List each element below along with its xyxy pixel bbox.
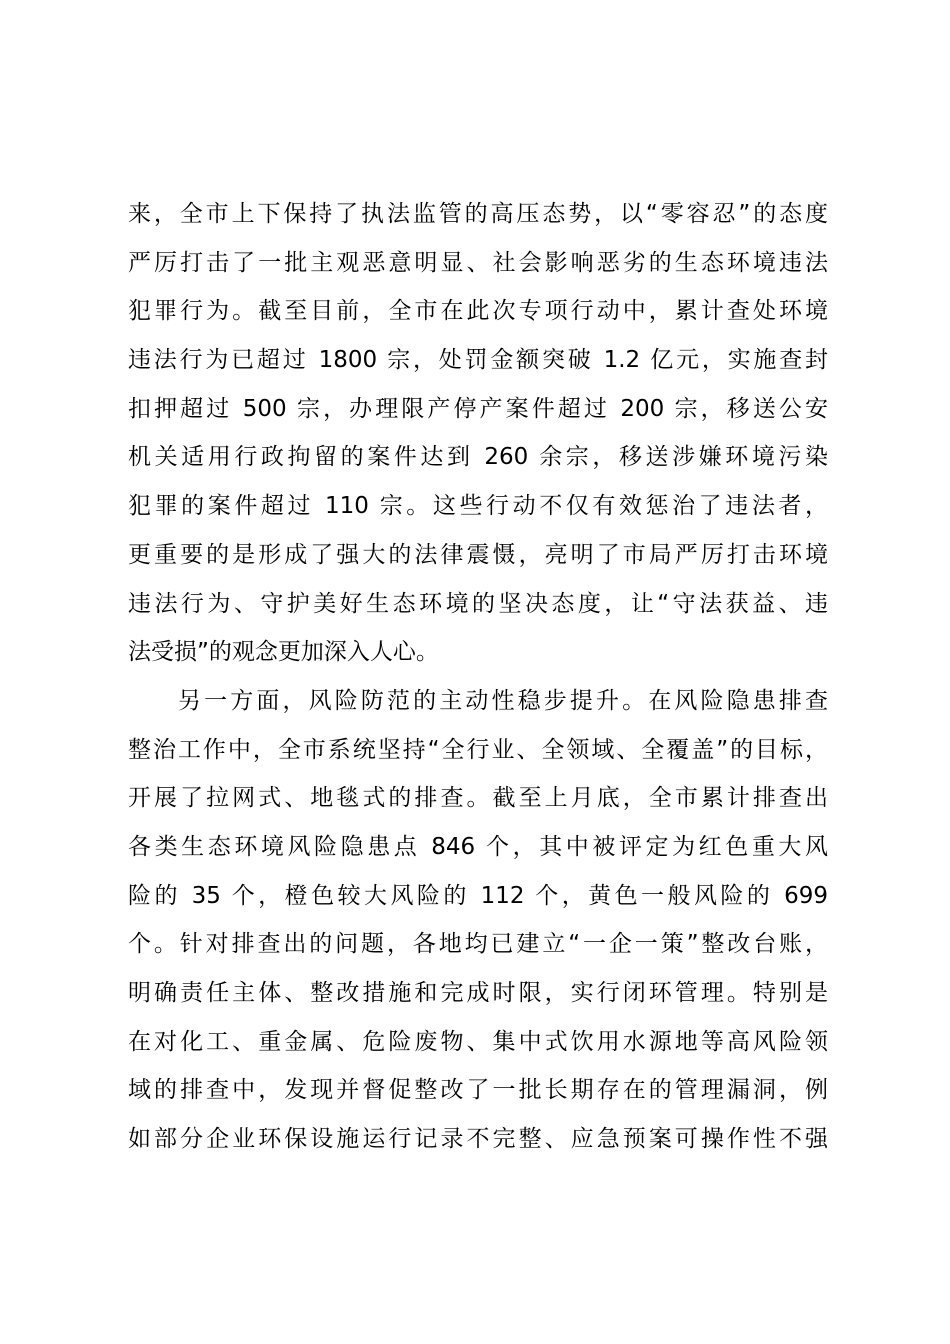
text-line: 违法行为已超过 1800 宗，处罚金额突破 1.2 亿元，实施查封 [128, 347, 828, 374]
text-line: 犯罪的案件超过 110 宗。这些行动不仅有效惩治了违法者， [128, 493, 828, 520]
text-line: 犯罪行为。截至目前，全市在此次专项行动中，累计查处环境 [128, 298, 828, 325]
text-line: 如部分企业环保设施运行记录不完整、应急预案可操作性不强 [128, 1126, 828, 1153]
text-line: 整治工作中，全市系统坚持“全行业、全领域、全覆盖”的目标， [128, 736, 828, 763]
text-line: 来，全市上下保持了执法监管的高压态势，以“零容忍”的态度 [128, 201, 828, 227]
text-line: 明确责任主体、整改措施和完成时限，实行闭环管理。特别是 [128, 980, 828, 1006]
text-line: 险的 35 个，橙色较大风险的 112 个，黄色一般风险的 699 [128, 882, 828, 909]
text-line: 各类生态环境风险隐患点 846 个，其中被评定为红色重大风 [128, 833, 828, 860]
text-line: 另一方面，风险防范的主动性稳步提升。在风险隐患排查 [178, 687, 828, 714]
text-line: 法受损”的观念更加深入人心。 [128, 639, 439, 666]
body-text [128, 190, 828, 1164]
paragraph-2 [128, 677, 828, 1164]
text-line: 域的排查中，发现并督促整改了一批长期存在的管理漏洞，例 [128, 1077, 828, 1104]
text-line: 机关适用行政拘留的案件达到 260 余宗，移送涉嫌环境污染 [128, 444, 828, 471]
text-line: 扣押超过 500 宗，办理限产停产案件超过 200 宗，移送公安 [128, 395, 828, 422]
text-line: 在对化工、重金属、危险废物、集中式饮用水源地等高风险领 [128, 1028, 828, 1055]
paragraph-1 [128, 190, 828, 677]
text-line: 严厉打击了一批主观恶意明显、社会影响恶劣的生态环境违法 [128, 249, 828, 276]
text-line: 违法行为、守护美好生态环境的坚决态度，让“守法获益、违 [128, 590, 828, 617]
text-line: 开展了拉网式、地毯式的排查。截至上月底，全市累计排查出 [128, 785, 828, 812]
text-line: 个。针对排查出的问题，各地均已建立“一企一策”整改台账， [128, 931, 828, 958]
text-line: 更重要的是形成了强大的法律震慑，亮明了市局严厉打击环境 [128, 541, 828, 568]
